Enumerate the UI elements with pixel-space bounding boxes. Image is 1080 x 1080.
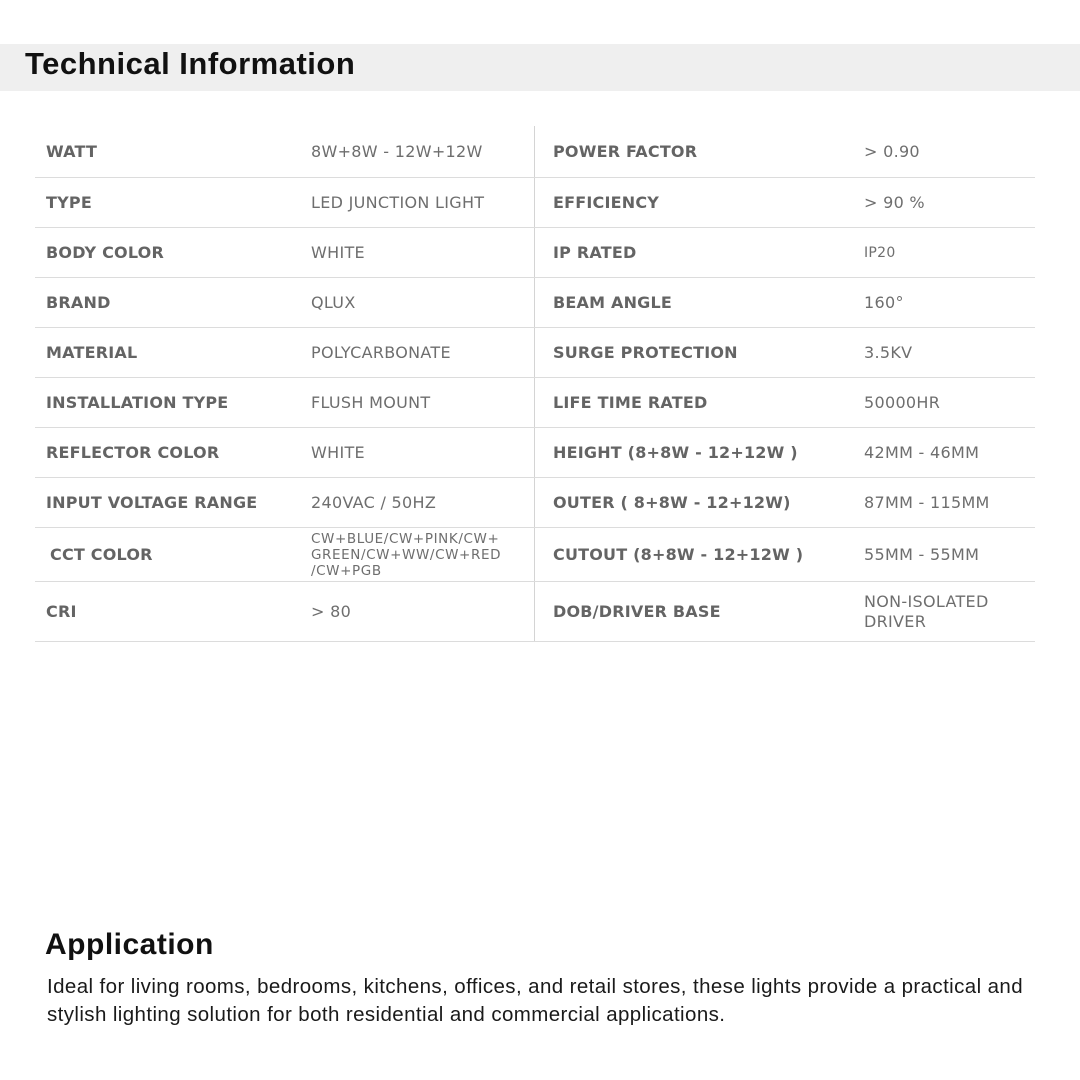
spec-value: CW+BLUE/CW+PINK/CW+ GREEN/CW+WW/CW+RED /CW+PGB xyxy=(311,530,502,579)
spec-value: LED JUNCTION LIGHT xyxy=(311,193,485,212)
spec-value: 8W+8W - 12W+12W xyxy=(311,142,483,161)
spec-value: > 90 % xyxy=(864,193,925,212)
spec-value: 240VAC / 50HZ xyxy=(311,493,437,512)
spec-label: CCT COLOR xyxy=(50,545,153,564)
section-title-application: Application xyxy=(45,928,214,961)
spec-value: > 0.90 xyxy=(864,142,920,161)
spec-row xyxy=(35,582,1035,642)
spec-label: INPUT VOLTAGE RANGE xyxy=(46,493,258,512)
spec-value: NON-ISOLATED DRIVER xyxy=(864,591,989,631)
spec-table xyxy=(35,126,1035,642)
spec-label: BODY COLOR xyxy=(46,243,164,262)
spec-value: WHITE xyxy=(311,443,365,462)
spec-row xyxy=(35,478,1035,528)
spec-value: 3.5KV xyxy=(864,343,913,362)
application-description: Ideal for living rooms, bedrooms, kitchens, offices, and retail stores, these lights provide a practical and stylish lighting solution for both residential and commercial applications. xyxy=(47,975,1024,1026)
spec-row xyxy=(35,528,1035,582)
spec-value: 42MM - 46MM xyxy=(864,443,980,462)
spec-label: TYPE xyxy=(46,193,92,212)
spec-label: DOB/DRIVER BASE xyxy=(553,602,721,621)
spec-label: MATERIAL xyxy=(46,343,138,362)
spec-row xyxy=(35,126,1035,178)
spec-row xyxy=(35,178,1035,228)
spec-value: 87MM - 115MM xyxy=(864,493,990,512)
spec-label: POWER FACTOR xyxy=(553,142,698,161)
spec-row xyxy=(35,328,1035,378)
spec-value: 160° xyxy=(864,293,904,312)
spec-value: IP20 xyxy=(864,244,896,261)
spec-label: EFFICIENCY xyxy=(553,193,660,212)
spec-label: WATT xyxy=(46,142,98,161)
spec-label: BRAND xyxy=(46,293,111,312)
spec-value: WHITE xyxy=(311,243,365,262)
spec-row xyxy=(35,428,1035,478)
spec-value: 55MM - 55MM xyxy=(864,545,980,564)
spec-value: 50000HR xyxy=(864,393,941,412)
spec-label: BEAM ANGLE xyxy=(553,293,673,312)
spec-value: FLUSH MOUNT xyxy=(311,393,431,412)
spec-label: INSTALLATION TYPE xyxy=(46,393,229,412)
spec-label: CRI xyxy=(46,602,77,621)
spec-label: CUTOUT (8+8W - 12+12W ) xyxy=(553,545,804,564)
spec-row xyxy=(35,278,1035,328)
spec-value: POLYCARBONATE xyxy=(311,343,451,362)
spec-label: SURGE PROTECTION xyxy=(553,343,738,362)
spec-value: > 80 xyxy=(311,602,352,621)
spec-row xyxy=(35,228,1035,278)
spec-label: OUTER ( 8+8W - 12+12W) xyxy=(553,493,791,512)
spec-value: QLUX xyxy=(311,293,356,312)
spec-label: IP RATED xyxy=(553,243,637,262)
section-title-technical-information: Technical Information xyxy=(25,46,356,81)
spec-label: HEIGHT (8+8W - 12+12W ) xyxy=(553,443,798,462)
spec-label: LIFE TIME RATED xyxy=(553,393,708,412)
spec-row xyxy=(35,378,1035,428)
spec-label: REFLECTOR COLOR xyxy=(46,443,220,462)
